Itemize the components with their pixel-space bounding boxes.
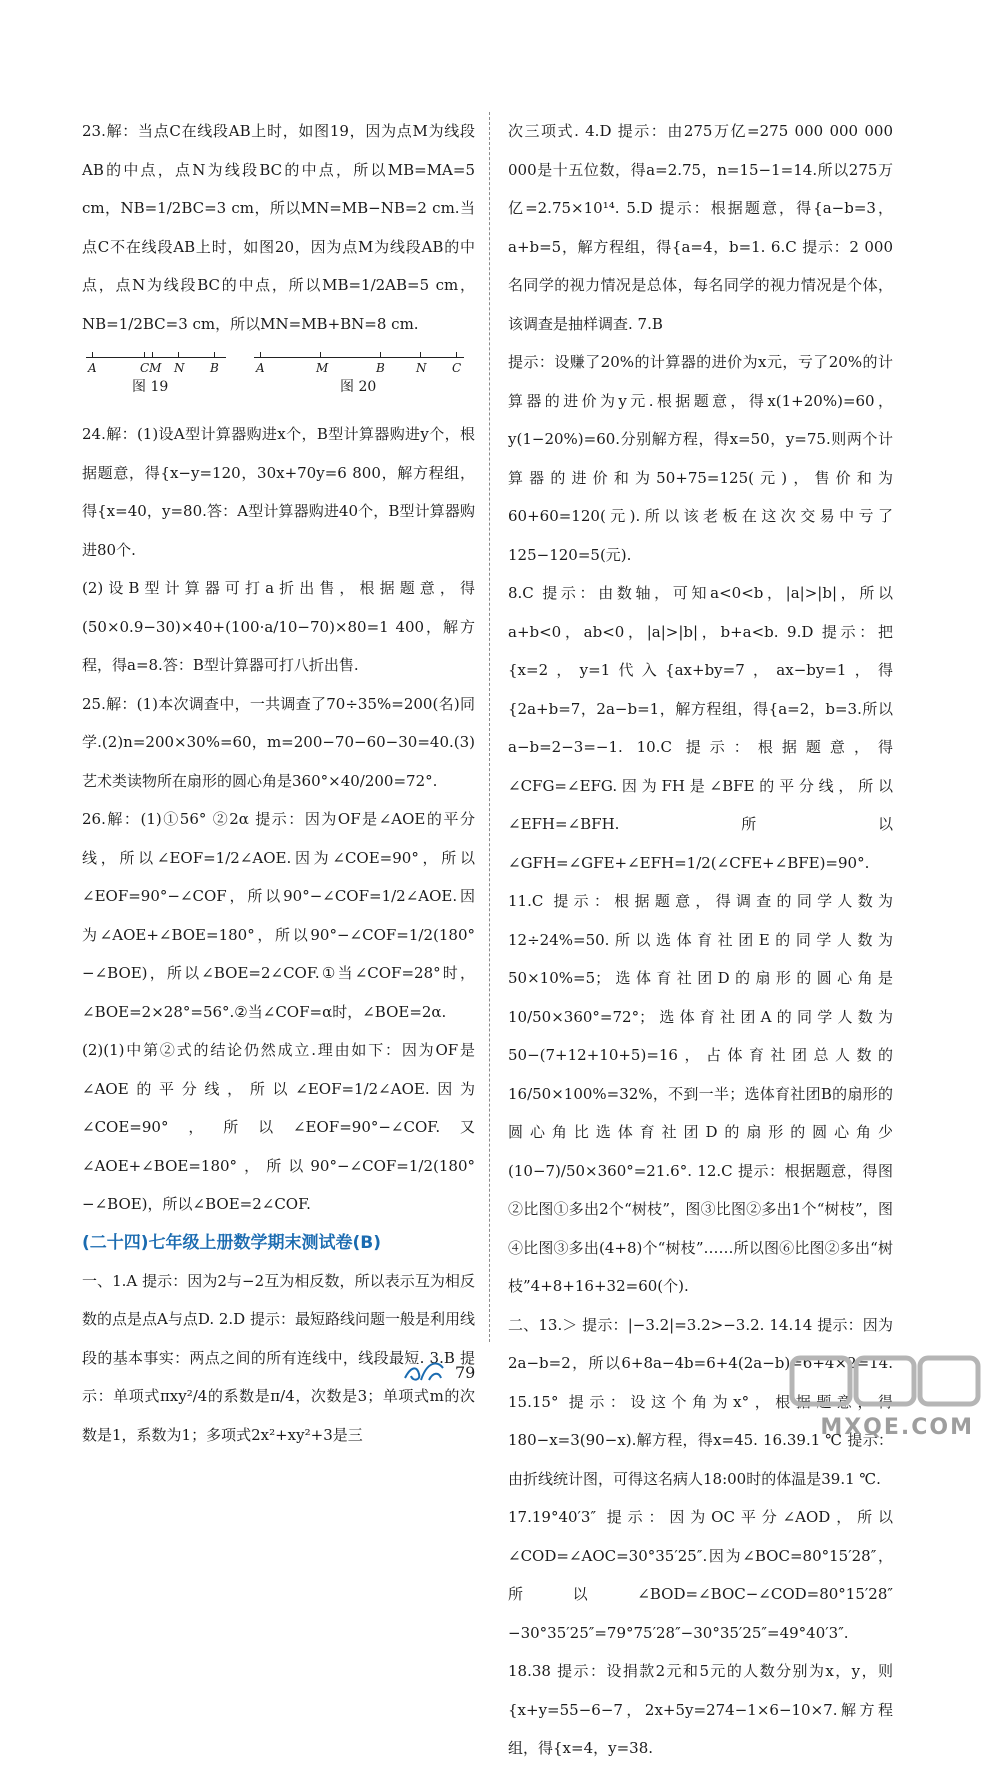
answer-23: 23.解：当点C在线段AB上时，如图19，因为点M为线段AB的中点，点N为线段BC的中点，所以MB=MA=5 cm，NB=1/2BC=3 cm，所以MN=MB−NB=2 cm.当点C不在线段AB上时，如图20，因为点M为线段AB的中点，点N为线段BC的中点，所以MB=1/2AB=5 cm，NB=1/2BC=3 cm，所以MN=MB+BN=8 cm. bbox=[82, 122, 475, 333]
fig20-label-c: C bbox=[452, 361, 462, 375]
answer-25: 25.解：(1)本次调查中，一共调查了70÷35%=200(名)同学.(2)n=200×30%=60，m=200−70−60−30=40.(3)艺术类读物所在扇形的圆心角是360°×40/200=72°. bbox=[82, 694, 475, 790]
answer-24-part2: (2)设B型计算器可打a折出售，根据题意，得(50×0.9−30)×40+(100·a/10−70)×80=1 400，解方程，得a=8.答：B型计算器可打八折出售. bbox=[82, 579, 475, 674]
fig19-label-cm: CM bbox=[140, 361, 162, 375]
flourish-icon bbox=[403, 1358, 445, 1386]
right-column bbox=[508, 112, 893, 1768]
section-part1-answers: 一、1.A 提示：因为2与−2互为相反数，所以表示互为相反数的点是点A与点D. 2.D 提示：最短路线问题一般是利用线段的基本事实：两点之间的所有连线中，线段最短. 3.B 提示：单项式πxy²/4的系数是π/4，次数是3；单项式m的次数是1，系数为1；多项式2x²+xy²+3是三 bbox=[82, 1271, 475, 1444]
answers-17-18: 17.19°40′3″ 提示：因为OC平分∠AOD，所以∠COD=∠AOC=30°35′25″.因为∠BOC=80°15′28″，所以∠BOD=∠BOC−∠COD=80°15′28″−30°35′25″=79°75′28″−30°35′25″=49°40′3″. 18.38 提示：设捐款2元和5元的人数分别为x，y，则{x+y=55−6−7，2x+5y=274−1×6−10×7.解方程组，得{x=4，y=38. bbox=[508, 1508, 893, 1757]
fig20-label-m: M bbox=[316, 361, 329, 375]
answer-26-part1: 26.解：(1)①56° ②2α 提示：因为OF是∠AOE的平分线，所以∠EOF=1/2∠AOE.因为∠COE=90°，所以∠EOF=90°−∠COF，所以90°−∠COF=1/2∠AOE.因为∠AOE+∠BOE=180°，所以90°−∠COF=1/2(180°−∠BOE)，所以∠BOE=2∠COF.①当∠COF=28°时，∠BOE=2×28°=56°.②当∠COF=α时，∠BOE=2α. bbox=[82, 810, 475, 1021]
answers-4-7: 次三项式. 4.D 提示：由275万亿=275 000 000 000 000是十五位数，得a=2.75，n=15−1=14.所以275万亿=2.75×10¹⁴. 5.D 提示：根据题意，得{a−b=3，a+b=5，解方程组，得{a=4，b=1. 6.C 提示：2 000名同学的视力情况是总体，每名同学的视力情况是个体，该调查是抽样调查. 7.B bbox=[508, 122, 893, 333]
answers-13-16: 二、13.＞ 提示：|−3.2|=3.2>−3.2. 14.14 提示：因为2a−b=2，所以6+8a−4b=6+4(2a−b)=6+4×2=14. 15.15° 提示：设这个角为x°，根据题意，得180−x=3(90−x).解方程，得x=45. 16.39.1 ℃ 提示：由折线统计图，可得这名病人18:00时的体温是39.1 ℃. bbox=[508, 1315, 893, 1488]
fig20-line bbox=[254, 357, 464, 358]
page-number: 79 bbox=[455, 1363, 476, 1382]
answer-24-part1: 24.解：(1)设A型计算器购进x个，B型计算器购进y个，根据题意，得{x−y=120，30x+70y=6 800，解方程组，得{x=40，y=80.答：A型计算器购进40个，B型计算器购进80个. bbox=[82, 425, 475, 559]
fig19-label-a: A bbox=[88, 361, 97, 375]
fig20-label-b: B bbox=[376, 361, 385, 375]
fig19-label-b: B bbox=[210, 361, 219, 375]
fig20-label-n: N bbox=[416, 361, 427, 375]
answer-7-hint: 提示：设赚了20%的计算器的进价为x元，亏了20%的计算器的进价为y元.根据题意，得x(1+20%)=60，y(1−20%)=60.分别解方程，得x=50，y=75.则两个计算器的进价和为50+75=125(元)，售价和为60+60=120(元).所以该老板在这次交易中亏了125−120=5(元). bbox=[508, 353, 893, 564]
fig20-label-a: A bbox=[256, 361, 265, 375]
watermark-text: MXQE.COM bbox=[820, 1415, 974, 1440]
column-divider bbox=[489, 112, 490, 1342]
section-title: (二十四)七年级上册数学期末测试卷(B) bbox=[82, 1232, 382, 1253]
answers-8-12: 8.C 提示：由数轴，可知a<0<b，|a|>|b|，所以a+b<0，ab<0，|a|>|b|，b+a<b. 9.D 提示：把{x=2，y=1代入{ax+by=7，ax−by=1，得{2a+b=7，2a−b=1，解方程组，得{a=2，b=3.所以a−b=2−3=−1. 10.C 提示：根据题意，得∠CFG=∠EFG.因为FH是∠BFE的平分线，所以∠EFH=∠BFH.所以∠GFH=∠GFE+∠EFH=1/2(∠CFE+∠BFE)=90°. 11.C 提示：根据题意，得调查的同学人数为12÷24%=50.所以选体育社团E的同学人数为50×10%=5；选体育社团D的扇形的圆心角是10/50×360°=72°；选体育社团A的同学人数为50−(7+12+10+5)=16，占体育社团总人数的16/50×100%=32%，不到一半；选体育社团B的扇形的圆心角比选体育社团D的扇形的圆心角少(10−7)/50×360°=21.6°. 12.C 提示：根据题意，得图②比图①多出2个“树枝”，图③比图②多出1个“树枝”，图④比图③多出(4+8)个“树枝”……所以图⑥比图②多出“树枝”4+8+16+32=60(个). bbox=[508, 584, 893, 1295]
fig19-label-n: N bbox=[174, 361, 185, 375]
fig19-caption: 图 19 bbox=[132, 379, 169, 395]
fig19-line bbox=[86, 357, 226, 358]
fig20-caption: 图 20 bbox=[340, 379, 377, 395]
left-column bbox=[82, 112, 475, 1454]
answer-26-part2: (2)(1)中第②式的结论仍然成立.理由如下：因为OF是∠AOE的平分线，所以∠EOF=1/2∠AOE.因为∠COE=90°，所以∠EOF=90°−∠COF.又∠AOE+∠BOE=180°，所以90°−∠COF=1/2(180°−∠BOE)，所以∠BOE=2∠COF. bbox=[82, 1041, 475, 1213]
figures-19-20 bbox=[82, 343, 475, 415]
